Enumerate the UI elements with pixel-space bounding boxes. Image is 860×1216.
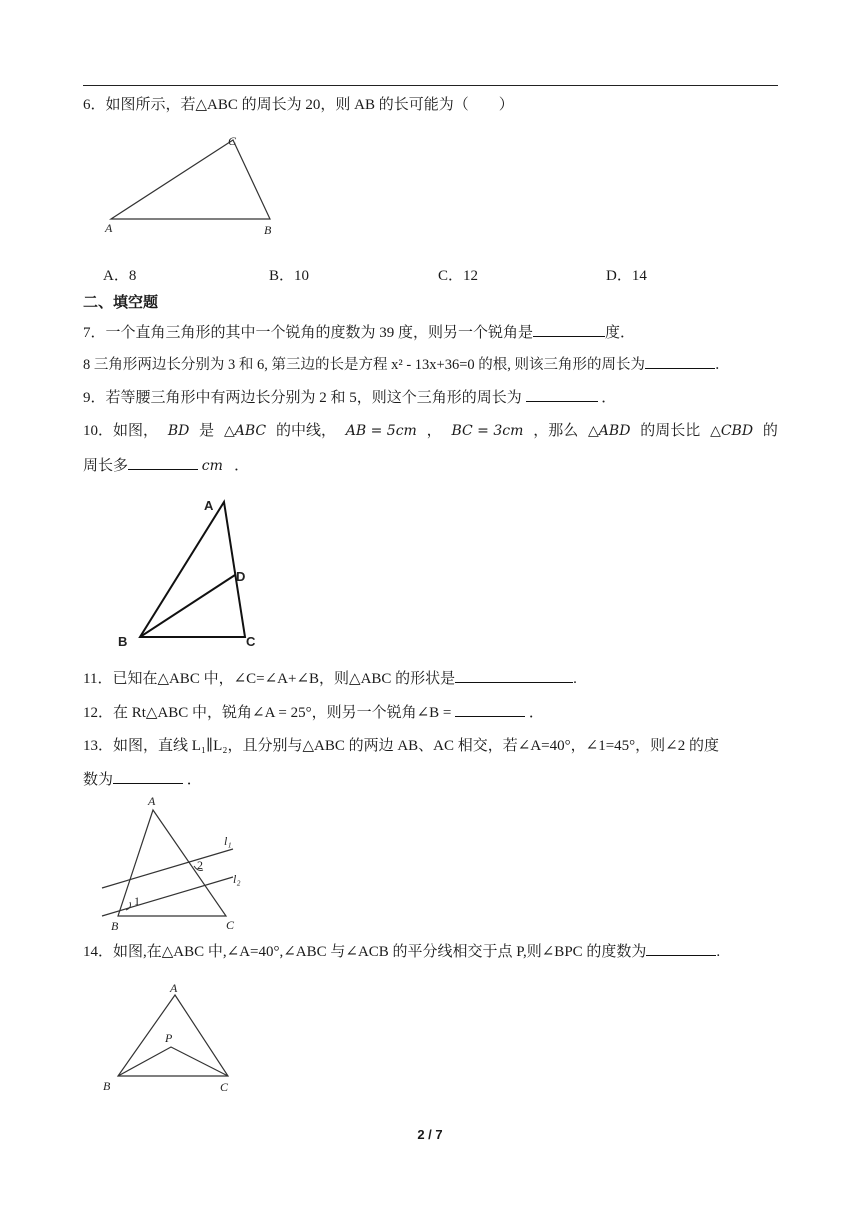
label-l2: l₂ [233,872,241,886]
page-number: 2 / 7 [417,1127,443,1142]
q10-math-abc: △ABC [223,423,267,439]
figure-q6-triangle [100,130,290,242]
question-13-line2 [83,769,202,790]
label-b: B [264,223,272,237]
question-9 [83,387,616,408]
answer-blank[interactable] [526,387,598,402]
figure-q14-triangle [98,978,248,1098]
header-rule [83,85,778,86]
question-11-suffix: . [573,671,577,687]
q10-math-bd: BD [167,423,190,439]
answer-blank[interactable] [455,702,525,717]
option-a[interactable]: A．8 [103,268,137,284]
question-12 [83,702,544,723]
q10-token: ， [426,423,442,439]
question-10-line1 [83,421,778,441]
figure-q13-triangle [96,792,266,934]
option-c[interactable]: C．12 [438,268,479,284]
q10-token: 的中线， [275,423,336,439]
label-p: P [165,1031,173,1045]
q10-prefix: 周长多 [83,458,129,474]
q13-suffix: ． [186,772,202,788]
q10-math-abd: △ABD [588,423,631,439]
angle-2-label: 2 [197,858,203,872]
label-a: A [105,221,113,235]
question-12-text: 12．在 Rt△ABC 中，锐角∠A = 25°，则另一个锐角∠B = [83,705,452,721]
figure-q10-triangle [112,494,272,654]
q10-token: 是 [199,423,215,439]
question-14-suffix: . [716,944,721,960]
q10-token: 的 [762,423,778,439]
label-b: B [111,919,119,933]
q10-math-bc: BC = 3cm [451,423,524,439]
question-12-suffix: ． [528,705,544,721]
label-c: C [226,918,235,932]
label-c: C [246,634,256,649]
question-8-text: 8 三角形两边长分别为 3 和 6, 第三边的长是方程 x² - 13x+36=0 的根, 则该三角形的周长为 [83,357,646,373]
label-a: A [170,981,178,995]
label-d: D [236,569,246,584]
q10-token: ，那么 [533,423,579,439]
answer-blank[interactable] [645,354,715,369]
question-9-suffix: ． [601,390,617,406]
question-8-suffix: ． [715,357,730,373]
answer-blank[interactable] [128,455,198,470]
question-8 [83,354,730,375]
q10-token: 10．如图， [83,423,159,439]
question-13-line1: 13．如图，直线 L₁∥L₂，且分别与△ABC 的两边 AB、AC 相交，若∠A=40°，∠1=45°，则∠2 的度 [83,738,719,754]
label-c: C [220,1080,229,1094]
section-title: 二、填空题 [83,293,159,311]
question-11-text: 11．已知在△ABC 中，∠C=∠A+∠B，则△ABC 的形状是 [83,671,456,687]
label-b: B [103,1079,111,1093]
label-b: B [118,634,128,649]
answer-blank[interactable] [455,668,573,683]
label-a: A [148,794,156,808]
question-6 [83,95,514,115]
label-c: C [228,134,237,148]
answer-blank[interactable] [646,941,716,956]
question-7-text: 7．一个直角三角形的其中一个锐角的度数为 39 度，则另一个锐角是 [83,325,534,341]
q10-unit: cm [201,458,223,474]
question-9-text: 9．若等腰三角形中有两边长分别为 2 和 5，则这个三角形的周长为 [83,390,522,406]
angle-1-label: 1 [134,894,140,908]
question-6-text: 6．如图所示，若△ABC 的周长为 20，则 AB 的长可能为（ ） [83,97,514,113]
q10-suffix: ． [234,458,250,474]
option-b[interactable]: B．10 [269,268,310,284]
question-11 [83,668,577,689]
label-a: A [204,498,214,513]
question-14 [83,941,720,962]
question-14-text: 14．如图,在△ABC 中,∠A=40°,∠ABC 与∠ACB 的平分线相交于点 P,则∠BPC 的度数为 [83,944,647,960]
label-l1: l₁ [224,834,232,848]
question-7 [83,322,635,343]
q10-math-cbd: △CBD [710,423,754,439]
q10-math-ab: AB = 5cm [345,423,417,439]
q10-token: 的周长比 [640,423,701,439]
answer-blank[interactable] [113,769,183,784]
q13-prefix: 数为 [83,772,114,788]
answer-blank[interactable] [533,322,605,337]
option-d[interactable]: D．14 [606,268,647,284]
question-10-line2 [83,455,249,476]
question-7-suffix: 度． [605,325,636,341]
